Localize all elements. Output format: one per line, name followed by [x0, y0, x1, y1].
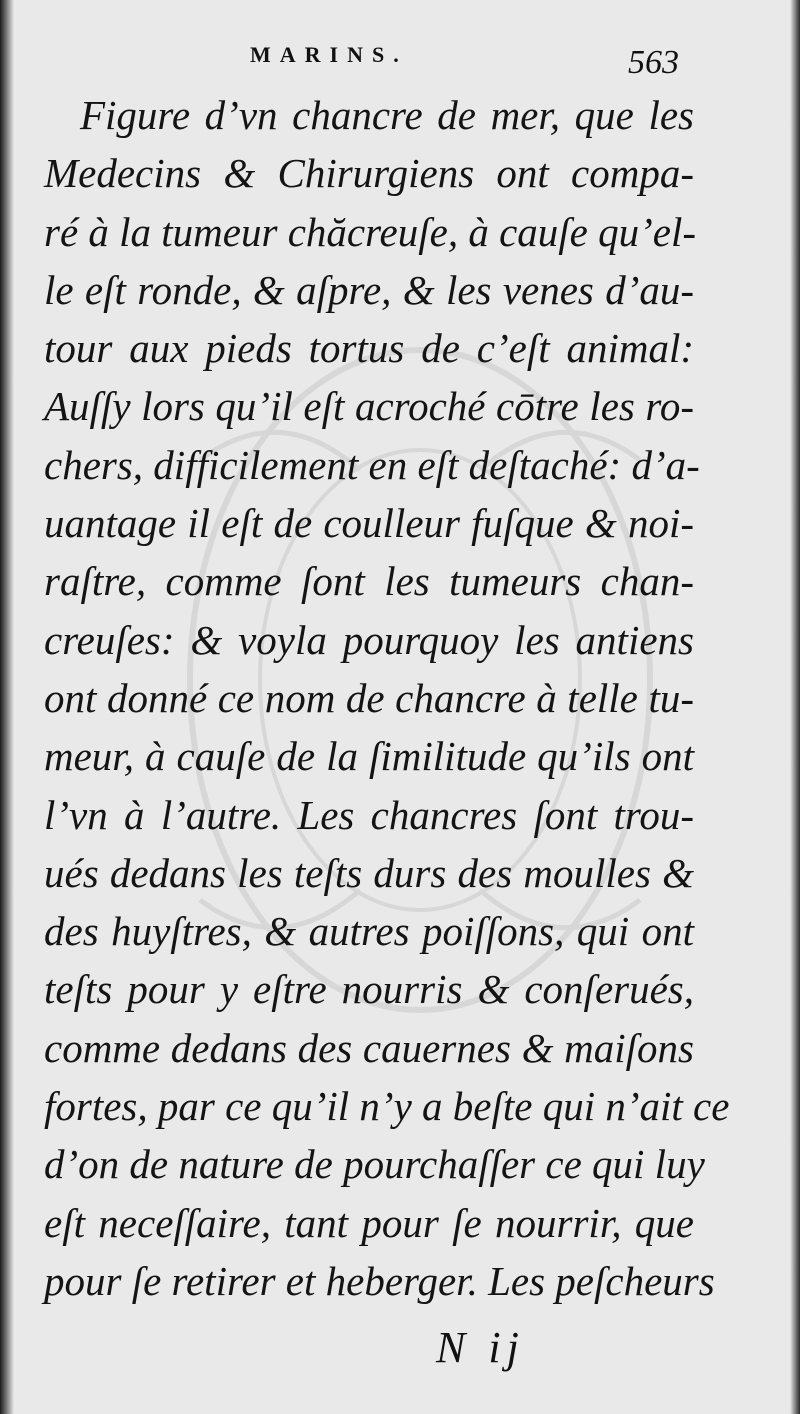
text-line: Medecins & Chirurgiens ont compa- [44, 150, 694, 197]
text-line: comme dedans des cauernes & maiſons [44, 1024, 694, 1071]
text-line: tour aux pieds tortus de c’eſt animal: [44, 325, 694, 372]
text-line: des huyſtres, & autres poiſſons, qui ont [44, 908, 694, 955]
text-line: Auſſy lors qu’il eſt acroché cōtre les ro- [44, 383, 694, 430]
page-number: 563 [628, 44, 679, 81]
page-gutter-shadow [0, 0, 14, 1414]
text-line: ré à la tumeur chăcreuſe, à cauſe qu’el- [44, 208, 696, 255]
text-line: raſtre, comme ſont les tumeurs chan- [44, 558, 694, 605]
text-line: fortes, par ce qu’il n’y a beſte qui n’ait ce [44, 1083, 730, 1130]
text-line: d’on de nature de pourchaſſer ce qui luy [44, 1141, 705, 1188]
text-line: uantage il eſt de coulleur fuſque & noi- [44, 500, 694, 547]
text-line: eſt neceſſaire, tant pour ſe nourrir, que [44, 1199, 694, 1246]
text-line: Figure d’vn chancre de mer, que les [80, 92, 694, 138]
body-text [44, 86, 730, 1310]
text-line: le eſt ronde, & aſpre, & les venes d’au- [44, 266, 694, 313]
text-line: meur, à cauſe de la ſimilitude qu’ils ont [44, 733, 694, 780]
text-line: teſts pour y eſtre nourris & conſerués, [44, 966, 694, 1013]
signature-mark: N ij [436, 1323, 525, 1372]
text-line: ont donné ce nom de chancre à telle tu- [44, 674, 694, 721]
text-line: ués dedans les teſts durs des moulles & [44, 849, 694, 896]
text-line: pour ſe retirer et heberger. Les peſcheurs [44, 1257, 715, 1304]
running-head: MARINS. [250, 42, 408, 67]
text-line: chers, difficilement en eſt deſtaché: d’a- [44, 441, 700, 488]
text-line: creuſes: & voyla pourquoy les antiens [44, 616, 694, 663]
text-line: l’vn à l’autre. Les chancres ſont trou- [44, 791, 694, 838]
page-edge-shadow [790, 0, 800, 1414]
